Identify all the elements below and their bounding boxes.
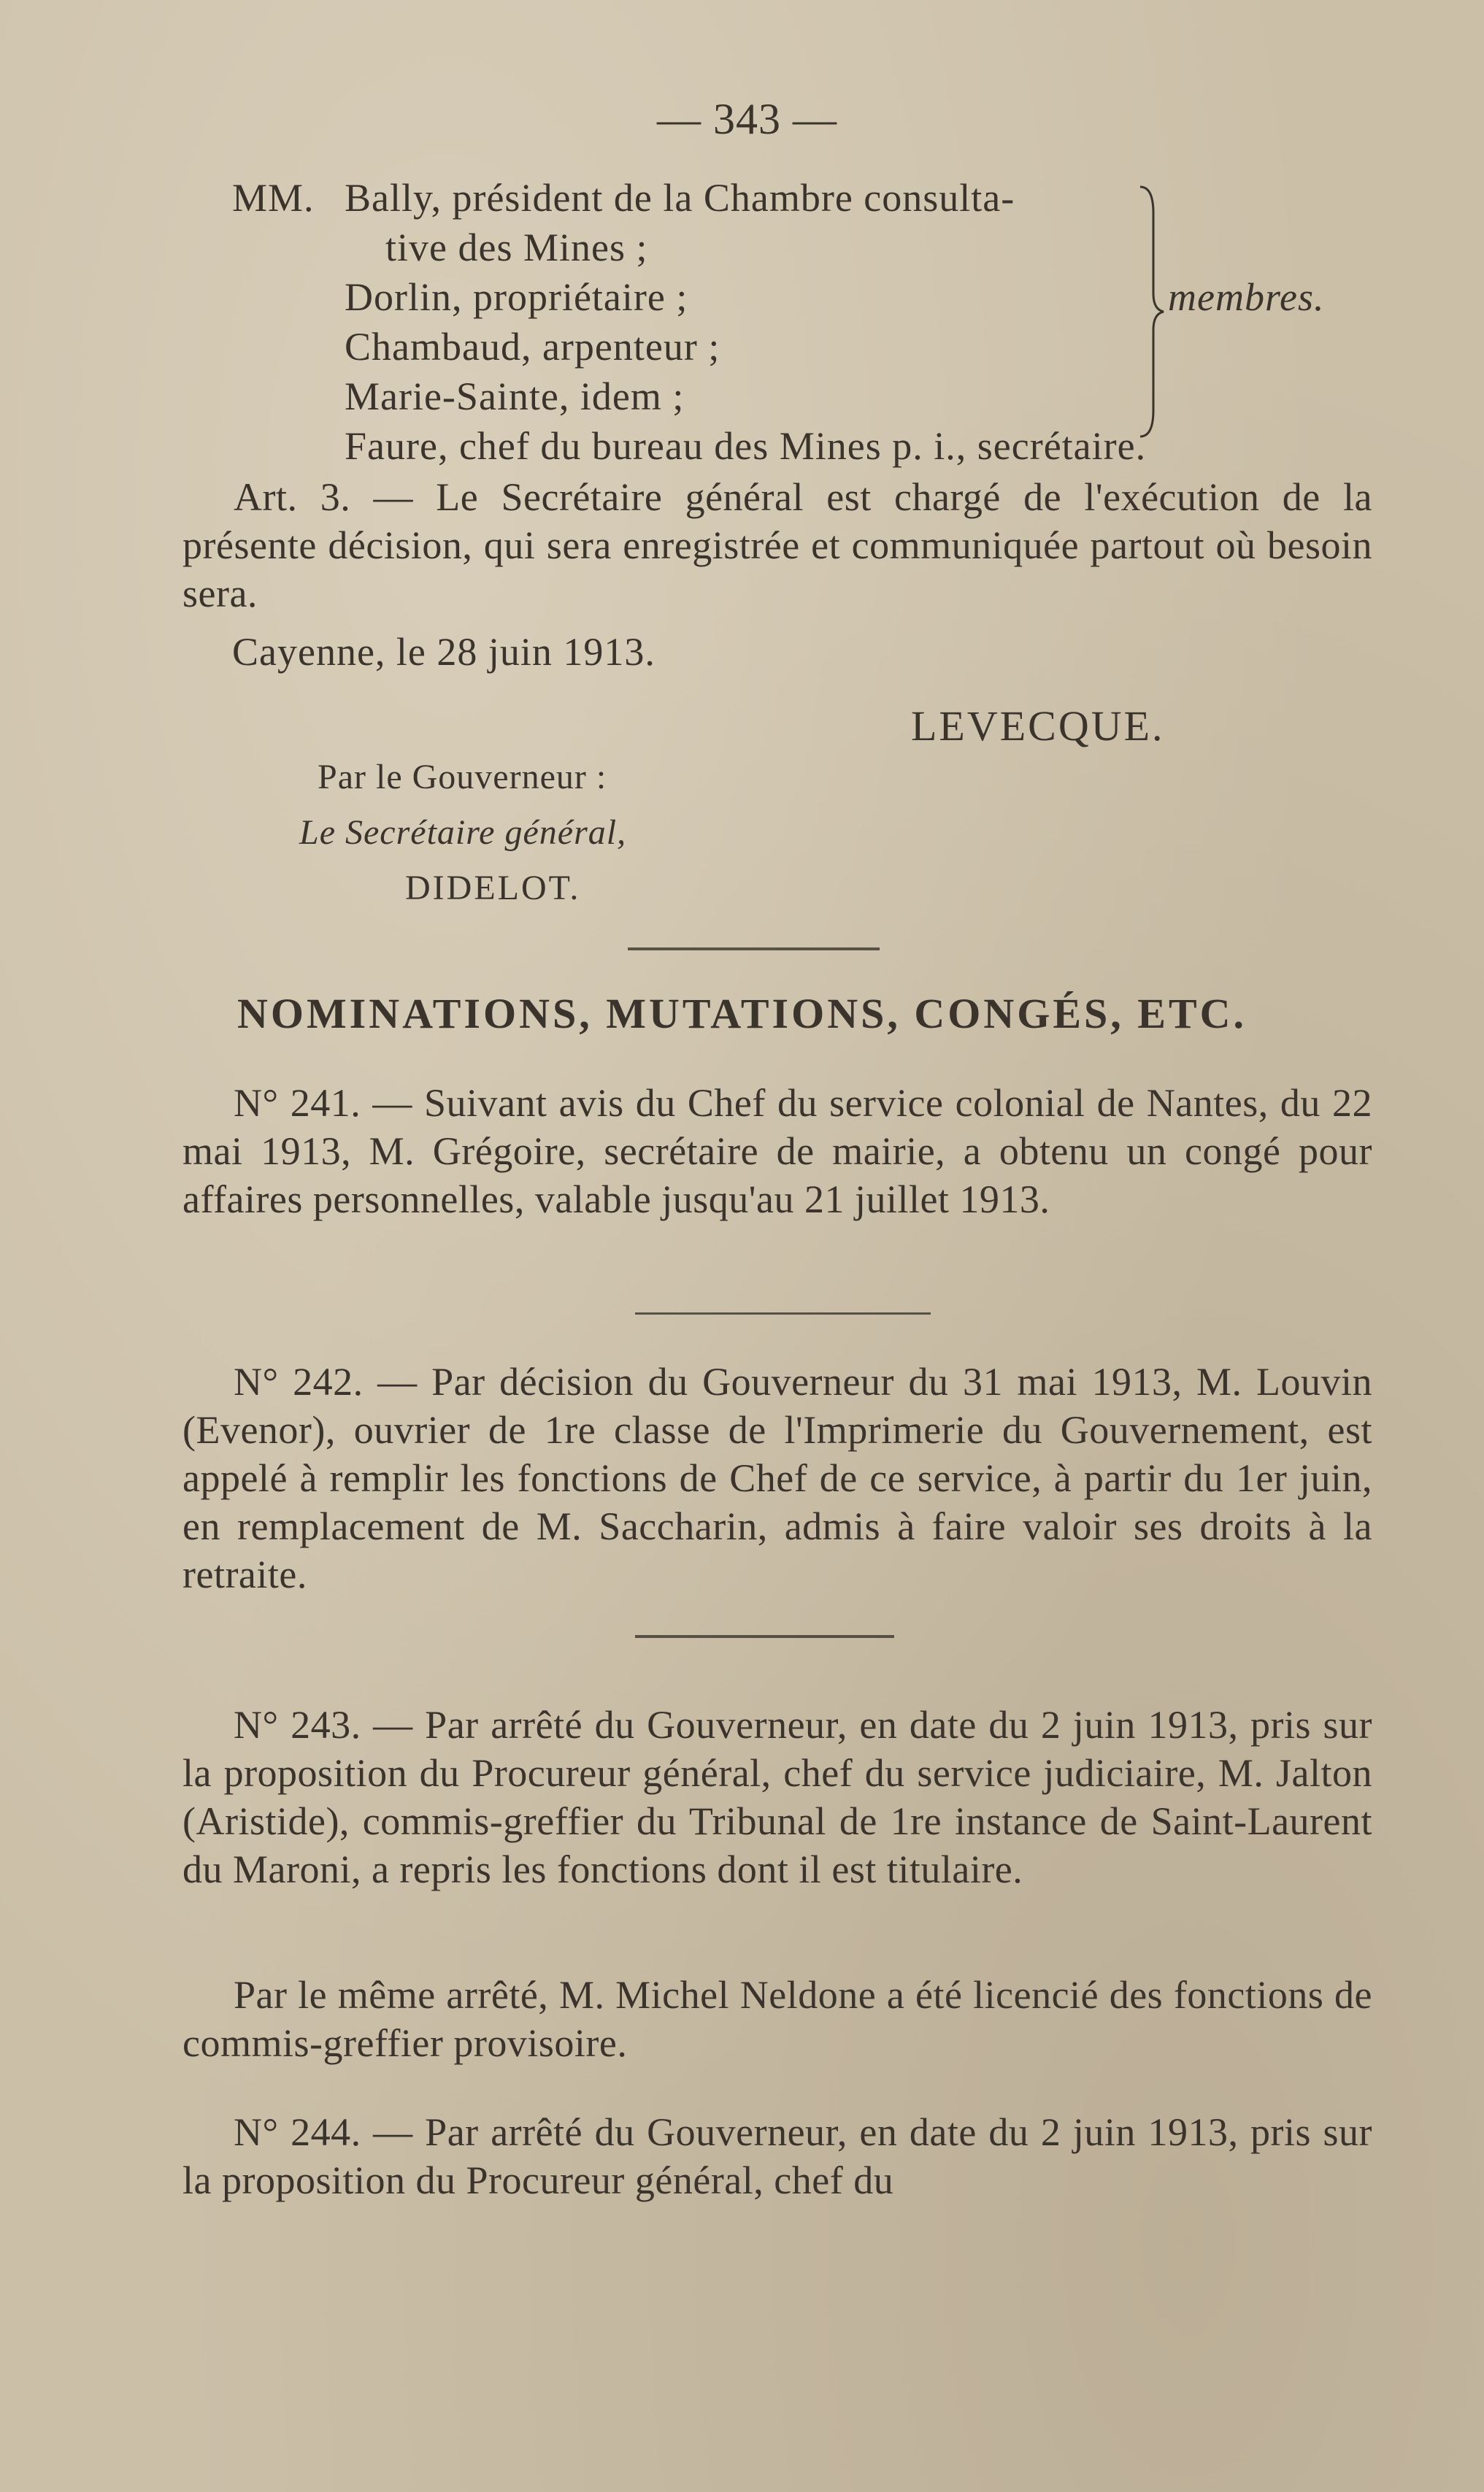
committee-line-5: Marie-Sainte, idem ; [345, 374, 685, 418]
divider-rule [635, 1312, 931, 1315]
entry-243-followup [182, 1971, 1372, 2067]
members-label: membres. [1168, 275, 1325, 319]
entry-243-text: N° 243. — Par arrêté du Gouverneur, en date du 2 juin 1913, pris sur la proposition du Procureur général, chef du service judiciaire, M. Jalton (Aristide), commis-greffier du Tribunal de 1re instance de Saint-Laurent du Maroni, a repris les fonctions dont il est titulaire. [182, 1703, 1372, 1891]
page-number: — 343 — [657, 95, 837, 143]
article-paragraph [182, 473, 1372, 618]
signature-line-2: Le Secrétaire général, [299, 813, 627, 852]
place-date: Cayenne, le 28 juin 1913. [232, 630, 656, 674]
brace-icon [1137, 184, 1166, 439]
committee-line-4: Chambaud, arpenteur ; [345, 325, 720, 369]
divider-rule [635, 1635, 894, 1638]
committee-lead: MM. [232, 176, 315, 220]
article-text: Art. 3. — Le Secrétaire général est chargé de l'exécution de la présente décision, qui sera enregistrée et communiquée partout où besoin sera. [182, 475, 1372, 615]
committee-line-3: Dorlin, propriétaire ; [345, 275, 688, 319]
entry-243-followup-text: Par le même arrêté, M. Michel Neldone a été licencié des fonctions de commis-greffier provisoire. [182, 1973, 1372, 2065]
signatory: LEVECQUE. [911, 702, 1165, 750]
entry-241-text: N° 241. — Suivant avis du Chef du service colonial de Nantes, du 22 mai 1913, M. Grégoire, secrétaire de mairie, a obtenu un congé pour affaires personnelles, valable jusqu'au 21 juillet 1913. [182, 1081, 1372, 1221]
entry-242-text: N° 242. — Par décision du Gouverneur du 31 mai 1913, M. Louvin (Evenor), ouvrier de 1re classe de l'Imprimerie du Gouvernement, est appelé à remplir les fonctions de Chef de ce service, à partir du 1er juin, en remplacement de M. Saccharin, admis à faire valoir ses droits à la retraite. [182, 1360, 1372, 1596]
entry-243 [182, 1701, 1372, 1893]
signature-line-1: Par le Gouverneur : [318, 758, 607, 796]
section-heading: NOMINATIONS, MUTATIONS, CONGÉS, ETC. [237, 990, 1247, 1037]
committee-line-2: tive des Mines ; [385, 226, 648, 269]
entry-241 [182, 1079, 1372, 1223]
signature-line-3: DIDELOT. [405, 869, 581, 907]
committee-line-1: Bally, président de la Chambre consulta- [345, 176, 1015, 220]
secretary-line: Faure, chef du bureau des Mines p. i., secrétaire. [345, 424, 1147, 468]
divider-rule [628, 947, 880, 950]
entry-242 [182, 1358, 1372, 1599]
entry-244 [182, 2108, 1372, 2204]
entry-244-text: N° 244. — Par arrêté du Gouverneur, en date du 2 juin 1913, pris sur la proposition du Procureur général, chef du [182, 2110, 1372, 2202]
